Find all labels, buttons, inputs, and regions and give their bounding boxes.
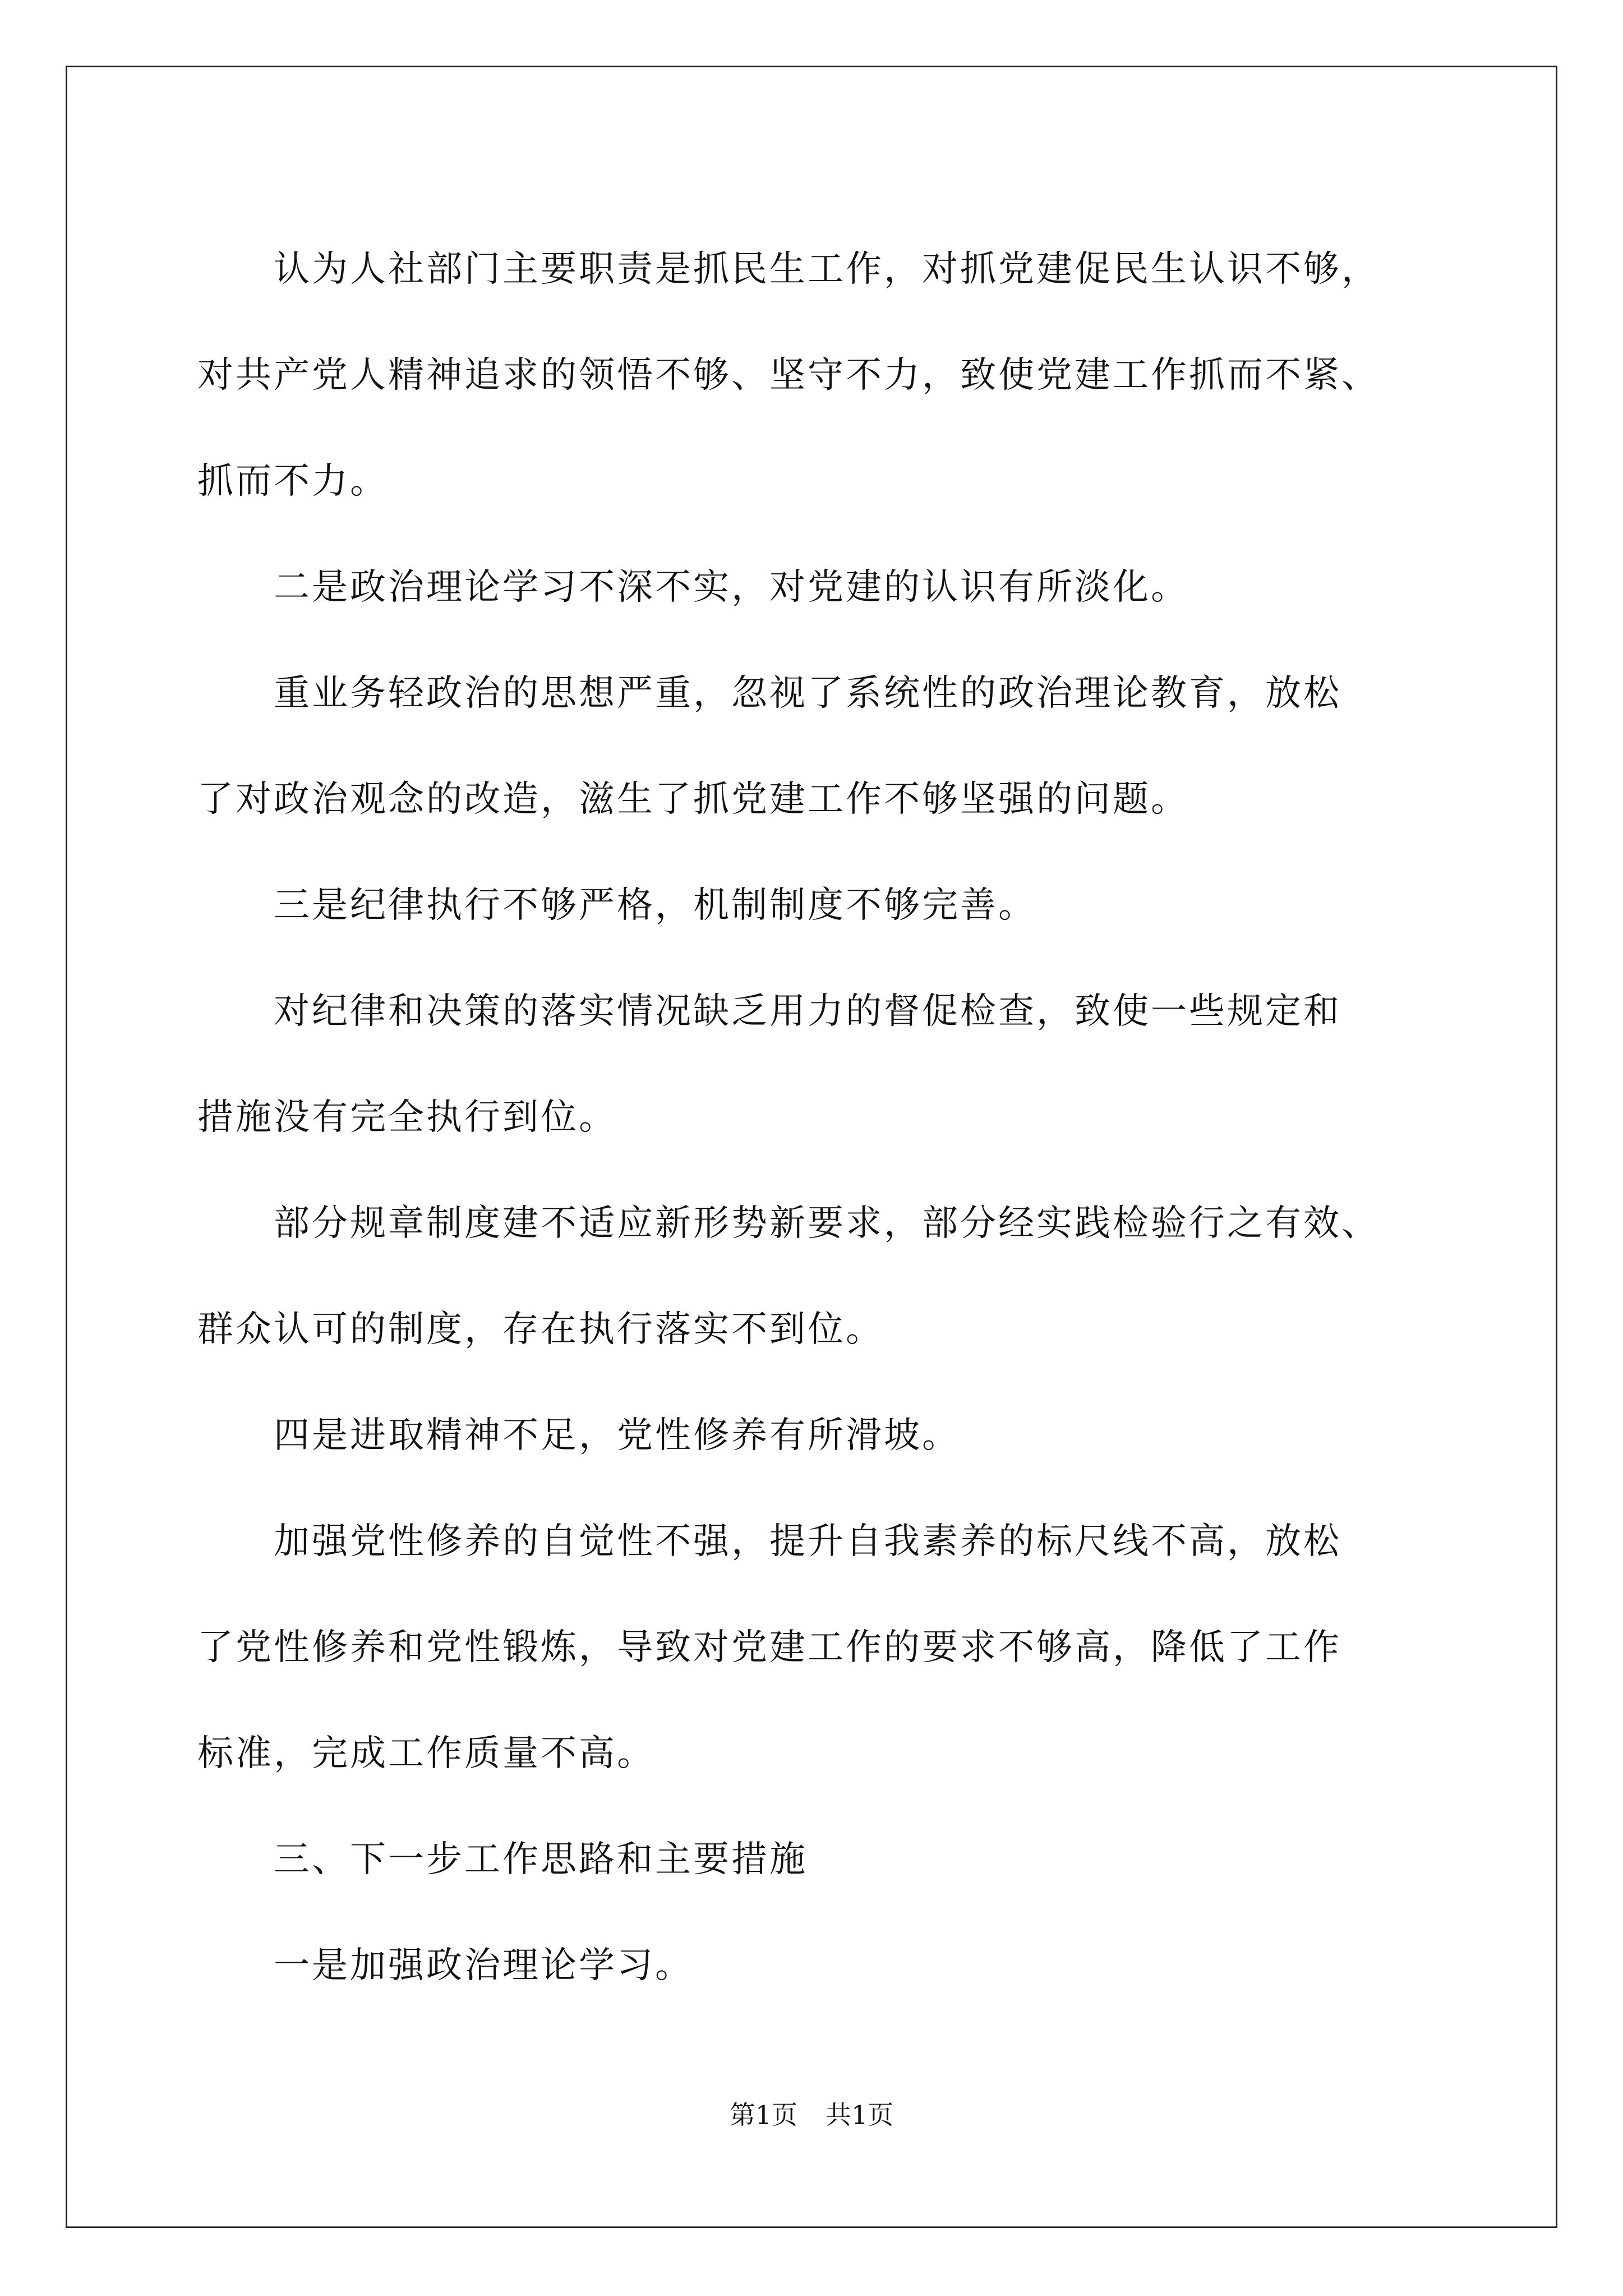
page-footer [0, 2098, 1623, 2132]
paragraph-line: 重业务轻政治的思想严重，忽视了系统性的政治理论教育，放松 [197, 673, 1341, 714]
paragraph-line: 认为人社部门主要职责是抓民生工作，对抓党建促民生认识不够， [197, 249, 1380, 290]
paragraph-line: 部分规章制度建不适应新形势新要求，部分经实践检验行之有效、 [197, 1203, 1380, 1244]
paragraph-line: 对纪律和决策的落实情况缺乏用力的督促检查，致使一些规定和 [197, 991, 1341, 1032]
paragraph-line: 一是加强政治理论学习。 [197, 1945, 693, 1986]
section-heading: 三、下一步工作思路和主要措施 [197, 1839, 808, 1880]
paragraph-line: 了对政治观念的改造，滋生了抓党建工作不够坚强的问题。 [197, 779, 1189, 820]
paragraph-line: 标准，完成工作质量不高。 [197, 1733, 655, 1774]
paragraph-line: 了党性修养和党性锻炼，导致对党建工作的要求不够高，降低了工作 [197, 1627, 1341, 1668]
page-number: 第1页 [729, 2100, 797, 2130]
paragraph-line: 措施没有完全执行到位。 [197, 1097, 617, 1138]
paragraph-line: 群众认可的制度，存在执行落实不到位。 [197, 1309, 884, 1350]
paragraph-line: 四是进取精神不足，党性修养有所滑坡。 [197, 1415, 960, 1456]
paragraph-line: 三是纪律执行不够严格，机制制度不够完善。 [197, 885, 1036, 926]
document-body [197, 217, 1426, 2019]
paragraph-line: 抓而不力。 [197, 461, 388, 502]
paragraph-line: 加强党性修养的自觉性不强，提升自我素养的标尺线不高，放松 [197, 1521, 1341, 1562]
page-total: 共1页 [826, 2100, 894, 2130]
paragraph-line: 对共产党人精神追求的领悟不够、坚守不力，致使党建工作抓而不紧、 [197, 355, 1380, 396]
paragraph-line: 二是政治理论学习不深不实，对党建的认识有所淡化。 [197, 567, 1189, 608]
